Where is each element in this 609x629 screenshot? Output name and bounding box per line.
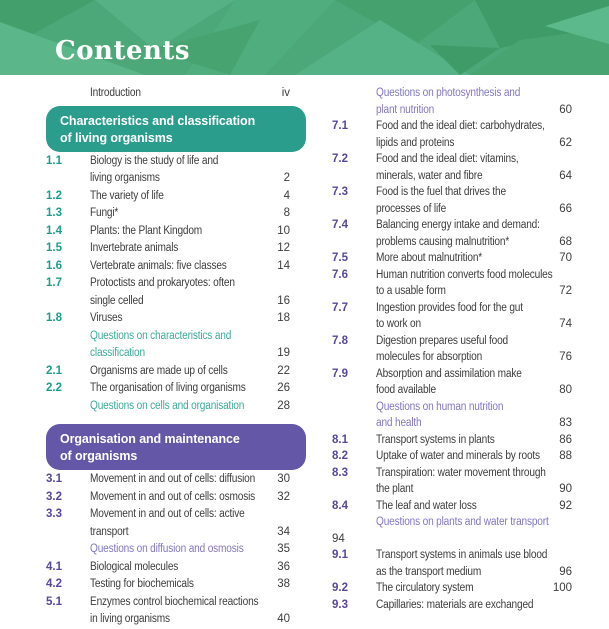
entry-title-line: Introduction: [90, 87, 141, 99]
entry-title: [90, 471, 264, 489]
entry-title-line: Enzymes control biochemical reactions: [90, 595, 259, 608]
entry-title: [90, 240, 264, 258]
toc-entry: [46, 240, 306, 258]
entry-title-line: to a usable form: [376, 285, 446, 297]
entry-number: [46, 398, 90, 416]
entry-title: [90, 576, 264, 594]
entry-title-line: The leaf and water loss: [376, 499, 477, 512]
entry-page-number: 38: [277, 578, 290, 590]
entry-title-line: Movement in and out of cells: active: [90, 508, 245, 520]
entry-page-number: 34: [277, 525, 290, 538]
entry-title-line: Plants: the Plant Kingdom: [90, 224, 203, 237]
entry-number: 8.4: [332, 499, 348, 512]
entry-page-number: 18: [277, 312, 290, 324]
entry-page-number: 66: [559, 202, 572, 215]
entry-number: [46, 541, 90, 559]
entry-title-line: Food and the ideal diet: carbohydrates,: [376, 120, 545, 132]
entry-title-line: Questions on diffusion and osmosis: [90, 543, 244, 555]
section-heading-line: Organisation and maintenance: [60, 431, 240, 446]
entry-title: [90, 310, 264, 328]
toc-entry: [332, 597, 572, 614]
entry-page-number: 88: [559, 450, 572, 462]
toc-question-entry: [332, 85, 572, 118]
toc-entry: [46, 275, 306, 310]
toc-question-entry: [332, 399, 572, 432]
toc-entry: [46, 506, 306, 541]
entry-title: [376, 366, 546, 399]
entry-page-number: 64: [559, 169, 572, 182]
entry-number: 5.1: [46, 595, 62, 608]
toc-entry: [46, 205, 306, 223]
entry-title-line: Organisms are made up of cells: [90, 364, 228, 377]
toc-entry: [46, 85, 306, 103]
entry-title: [90, 205, 264, 223]
toc-entry: [46, 310, 306, 328]
entry-title-line: Uptake of water and minerals by roots: [376, 450, 540, 462]
toc-question-entry: [46, 541, 306, 559]
toc-entry: [46, 489, 306, 507]
entry-page-number: 86: [559, 433, 572, 446]
entry-number: 9.2: [332, 582, 348, 594]
entry-title-line: to work on: [376, 318, 421, 330]
entry-title-line: lipids and proteins: [376, 136, 455, 149]
entry-page-number: 92: [559, 499, 572, 512]
entry-title: [376, 399, 546, 432]
toc-entry: [46, 188, 306, 206]
toc-entry: [46, 594, 306, 629]
entry-title: [90, 85, 264, 103]
toc-entry: [332, 432, 572, 449]
entry-title-line: Vertebrate animals: five classes: [90, 259, 227, 272]
entry-title-line: Protoctists and prokaryotes: often: [90, 277, 235, 289]
entry-title-line: Balancing energy intake and demand:: [376, 219, 540, 231]
entry-number: 7.9: [332, 367, 348, 380]
entry-title: [376, 448, 546, 465]
entry-title-line: Digestion prepares useful food: [376, 334, 508, 347]
entry-number: 7.5: [332, 252, 348, 264]
entry-page-number: 36: [277, 560, 290, 573]
entry-number: 7.7: [332, 301, 348, 314]
toc-entry: [46, 223, 306, 241]
entry-title-line: Transpiration: water movement through: [376, 466, 546, 479]
entry-number: 3.3: [46, 508, 62, 520]
entry-number: 1.8: [46, 312, 62, 324]
toc-entry: [332, 448, 572, 465]
entry-title-line: minerals, water and fibre: [376, 169, 483, 182]
toc-entry: [46, 471, 306, 489]
entry-number: 1.7: [46, 277, 62, 289]
entry-title-line: Viruses: [90, 312, 123, 324]
toc-entry: [46, 258, 306, 276]
toc-entry: [46, 153, 306, 188]
entry-title-line: Fungi*: [90, 207, 119, 219]
entry-page-number: 19: [277, 347, 290, 359]
toc-entry: [332, 151, 572, 184]
entry-number: 7.4: [332, 219, 348, 231]
toc-entry: [332, 465, 572, 498]
entry-number: 2.1: [46, 364, 62, 377]
entry-number: 7.8: [332, 334, 348, 347]
entry-title-line: the plant: [376, 483, 414, 495]
entry-title-line: Testing for biochemicals: [90, 578, 194, 590]
entry-title: [90, 258, 264, 276]
entry-number: 8.1: [332, 433, 348, 446]
entry-title-line: Movement in and out of cells: osmosis: [90, 490, 256, 503]
entry-page-number: iv: [281, 87, 290, 99]
entry-number: [332, 399, 376, 432]
toc-entry: [332, 118, 572, 151]
toc-question-entry: [332, 514, 572, 531]
entry-page-number: 74: [559, 318, 572, 330]
entry-number: 4.1: [46, 560, 62, 573]
entry-title-line: Ingestion provides food for the gut: [376, 301, 523, 314]
entry-title-line: problems causing malnutrition*: [376, 235, 510, 248]
entry-title: [90, 328, 264, 363]
entry-page-number: 80: [559, 384, 572, 396]
entry-title-line: The variety of life: [90, 189, 164, 202]
entry-title: [90, 223, 264, 241]
entry-page-number: 70: [559, 252, 572, 264]
entry-title: [376, 151, 546, 184]
entry-title: [90, 398, 264, 416]
entry-page-number: 32: [277, 490, 290, 503]
entry-title: [90, 188, 264, 206]
entry-title: [376, 498, 546, 515]
entry-title-line: Questions on cells and organisation: [90, 399, 245, 412]
entry-page-number: 22: [277, 364, 290, 377]
entry-page-number: 10: [277, 224, 290, 237]
entry-title-line: classification: [90, 347, 145, 359]
entry-number: 1.1: [46, 154, 62, 167]
toc-question-entry: [46, 398, 306, 416]
entry-title: [376, 184, 546, 217]
entry-number: [46, 85, 90, 103]
entry-number: [46, 328, 90, 363]
entry-title-line: food available: [376, 384, 436, 396]
entry-title-line: Absorption and assimilation make: [376, 367, 522, 380]
entry-title: [376, 333, 546, 366]
entry-page-number: 16: [277, 294, 290, 307]
toc-entry: [332, 366, 572, 399]
toc-question-entry: [46, 328, 306, 363]
entry-title: [90, 363, 264, 381]
entry-title-line: as the transport medium: [376, 565, 482, 578]
toc-entry: [332, 184, 572, 217]
entry-title: [90, 153, 264, 188]
entry-title-line: Invertebrate animals: [90, 242, 179, 254]
entry-title: [376, 85, 546, 118]
section-heading-line: of living organisms: [60, 129, 173, 145]
entry-page-number: 12: [277, 242, 290, 254]
entry-title: [376, 217, 546, 250]
entry-number: 1.3: [46, 207, 62, 219]
entry-title: [90, 506, 264, 541]
entry-number: 1.6: [46, 259, 62, 272]
entry-number: [332, 514, 376, 531]
entry-page-number: 100: [552, 582, 572, 594]
toc-entry: [332, 547, 572, 580]
entry-title: [376, 580, 546, 597]
entry-title: [376, 531, 546, 548]
entry-title: [376, 118, 546, 151]
entry-title-line: Capillaries: materials are exchanged: [376, 598, 534, 611]
entry-number: 7.3: [332, 186, 348, 198]
entry-title-line: single celled: [90, 294, 144, 307]
entry-page-number: 8: [283, 207, 290, 219]
section-heading-line: Characteristics and classification: [60, 112, 256, 128]
entry-number: 1.4: [46, 224, 62, 237]
toc-entry: [46, 363, 306, 381]
entry-title-line: The circulatory system: [376, 582, 474, 594]
entry-number: 3.2: [46, 490, 62, 503]
entry-title-line: Questions on characteristics and: [90, 329, 232, 342]
entry-title: [376, 300, 546, 333]
toc-column-left: [46, 85, 306, 629]
toc-column-right: [332, 85, 572, 629]
page-header: [0, 0, 609, 75]
entry-title: [376, 465, 546, 498]
entry-page-number: 83: [559, 417, 572, 429]
entry-title-line: and health: [376, 417, 422, 429]
entry-number: [332, 85, 376, 118]
section-heading: [46, 106, 306, 152]
entry-title-line: Transport systems in animals use blood: [376, 549, 548, 561]
entry-title-line: Movement in and out of cells: diffusion: [90, 473, 256, 485]
entry-title-line: Transport systems in plants: [376, 433, 495, 446]
entry-page-number: 62: [559, 136, 572, 149]
entry-title-line: Questions on photosynthesis and: [376, 87, 521, 99]
entry-page-number: 60: [559, 103, 572, 116]
entry-page-number: 28: [277, 399, 290, 412]
entry-title: [90, 275, 264, 310]
entry-page-number: 4: [283, 189, 290, 202]
entry-number: 9.1: [332, 549, 348, 561]
entry-page-number: 76: [559, 351, 572, 363]
entry-title-line: molecules for absorption: [376, 351, 483, 363]
entry-title-line: Biological molecules: [90, 560, 179, 573]
toc-entry: [332, 333, 572, 366]
entry-number: 1.5: [46, 242, 62, 254]
table-of-contents: [0, 75, 609, 629]
entry-title-line: The organisation of living organisms: [90, 382, 246, 394]
entry-page-number: 68: [559, 235, 572, 248]
entry-title-line: Biology is the study of life and: [90, 154, 219, 167]
entry-title-line: transport: [90, 525, 129, 538]
entry-number: 8.2: [332, 450, 348, 462]
entry-title-line: More about malnutrition*: [376, 252, 483, 264]
entry-number: 1.2: [46, 189, 62, 202]
entry-title-line: in living organisms: [90, 613, 170, 625]
toc-entry: [332, 267, 572, 300]
entry-page-number: 2: [283, 172, 290, 184]
toc-entry: [332, 498, 572, 515]
entry-number: 7.1: [332, 120, 348, 132]
entry-page-number: 40: [277, 613, 290, 625]
entry-title: [376, 250, 546, 267]
toc-entry: [46, 576, 306, 594]
entry-title: [90, 380, 264, 398]
entry-title-line: plant nutrition: [376, 103, 435, 116]
entry-title-line: Questions on plants and water transport: [376, 516, 549, 528]
entry-number: 9.3: [332, 598, 348, 611]
entry-page-number: 72: [559, 285, 572, 297]
entry-title-line: Food is the fuel that drives the: [376, 186, 506, 198]
entry-title: [376, 547, 546, 580]
entry-number: 7.2: [332, 153, 348, 165]
entry-title: [376, 597, 546, 614]
section-heading-line: of organisms: [60, 448, 138, 463]
entry-page-number: 35: [277, 543, 290, 555]
entry-title: [376, 432, 546, 449]
entry-title-line: living organisms: [90, 172, 160, 184]
entry-title-line: Food and the ideal diet: vitamins,: [376, 153, 519, 165]
entry-number: 3.1: [46, 473, 62, 485]
entry-number: 94: [332, 532, 345, 545]
entry-number: 2.2: [46, 382, 62, 394]
toc-entry: [332, 217, 572, 250]
toc-entry: [332, 250, 572, 267]
entry-title-line: processes of life: [376, 202, 447, 215]
section-heading: [46, 424, 306, 470]
entry-title-line: Questions on human nutrition: [376, 400, 504, 413]
entry-title: [376, 514, 549, 531]
entry-number: 4.2: [46, 578, 62, 590]
toc-entry: [332, 300, 572, 333]
entry-title: [90, 489, 264, 507]
toc-entry: [46, 559, 306, 577]
page-title: Contents: [55, 36, 191, 66]
entry-page-number: 14: [277, 259, 290, 272]
entry-title: [376, 267, 553, 300]
entry-title: [90, 594, 264, 629]
entry-page-number: 96: [559, 565, 572, 578]
entry-title-line: Human nutrition converts food molecules: [376, 268, 553, 281]
entry-page-number: 26: [277, 382, 290, 394]
entry-title: [90, 541, 264, 559]
toc-entry: [332, 580, 572, 597]
entry-number: 7.6: [332, 268, 348, 281]
entry-title: [90, 559, 264, 577]
toc-entry: [332, 531, 572, 548]
entry-number: 8.3: [332, 466, 348, 479]
toc-entry: [46, 380, 306, 398]
entry-page-number: 30: [277, 473, 290, 485]
entry-page-number: 90: [559, 483, 572, 495]
